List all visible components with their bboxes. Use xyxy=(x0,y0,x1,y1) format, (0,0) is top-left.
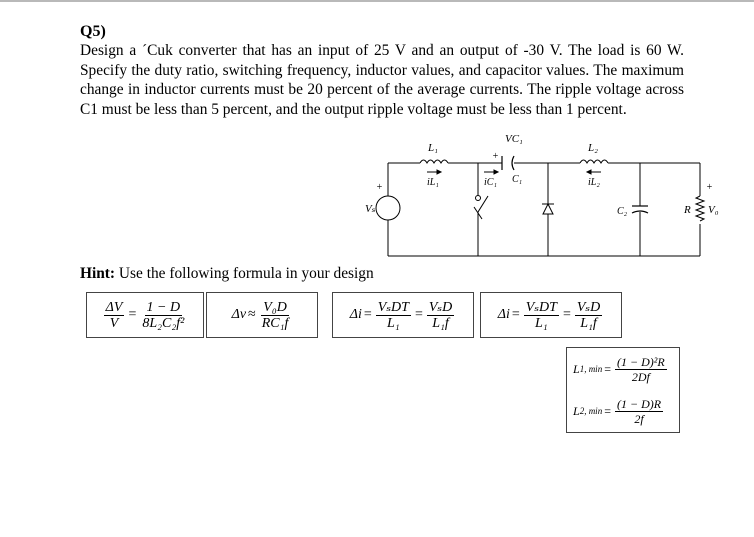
inductor-l1 xyxy=(420,160,448,163)
hint-line xyxy=(80,265,374,283)
switch-symbol xyxy=(474,196,488,220)
formula-l1-ripple-a: Δi = $\frac{\text{VₛDT}}{\text{L₁}}$ = $\frac{\text{VₛD}}{\text{L₁f}}$ xyxy=(332,292,474,338)
capacitor-c1 xyxy=(502,156,514,170)
label-vc1: VC₁ xyxy=(505,133,523,145)
f1-den: 8L₂C₂f² xyxy=(142,315,185,331)
label-plus-vs: + xyxy=(376,182,383,193)
f3-num1: VₛDT xyxy=(377,299,409,315)
formula-c1-ripple xyxy=(206,292,318,338)
label-c1: C₁ xyxy=(512,174,523,185)
label-vs: Vₛ xyxy=(365,203,376,215)
l1min-sub: 1, min xyxy=(579,364,603,374)
formula-l1-ripple-b: Δi = $\frac{\text{VₛDT}}{\text{L₁}}$ = $\frac{\text{VₛD}}{\text{L₁f}}$ xyxy=(480,292,622,338)
f4-lhs: Δi xyxy=(497,307,510,322)
question-number: Q5) xyxy=(80,23,106,40)
resistor-r xyxy=(696,196,704,221)
f1-lhs-den: V xyxy=(109,315,119,331)
source-symbol xyxy=(376,196,400,220)
label-ic1: iC₁ xyxy=(484,177,497,188)
problem-text: Design a ´Cuk converter that has an input of 25 V and an output of -30 V. The load is 60 W. Specify the duty ratio, switching frequency, inductor values, and capacitor values. The maximum change in inductor currents must be 20 percent of the average currents. The ripple voltage across C1 must be less than 5 percent, and the output ripple voltage must be less than 1 percent. xyxy=(80,42,684,118)
label-plus-vo: + xyxy=(706,182,713,193)
f2-op: ≈ xyxy=(248,307,256,322)
label-c2: C₂ xyxy=(617,206,628,217)
l1-min-row: L 1, min = $\frac{\text{(1 − D)²R}}{2Df}$ xyxy=(573,354,665,384)
diode-symbol xyxy=(542,204,554,214)
f4-den1: L₁ xyxy=(535,315,548,331)
inductor-l2 xyxy=(580,160,608,163)
l2min-den: 2f xyxy=(634,411,644,426)
l1min-lhs: L xyxy=(573,361,580,376)
l1min-den: 2Df xyxy=(631,369,650,384)
f2-lhs: Δv xyxy=(231,307,247,322)
f3-lhs: Δi xyxy=(349,307,362,322)
label-r: R xyxy=(684,204,691,216)
f1-num: 1 − D xyxy=(146,299,181,315)
hint-text: Use the following formula in your design xyxy=(118,265,374,282)
l2-min-row: L 2, min = $\frac{(1 - D)R}{2f}$ xyxy=(573,396,662,426)
formula-l-min xyxy=(566,347,680,433)
label-l2: L₂ xyxy=(588,142,598,154)
label-il2: iL₂ xyxy=(588,177,600,188)
l2min-num: (1 − D)R xyxy=(616,396,662,411)
label-il1: iL₁ xyxy=(427,177,439,188)
f4-num1: VₛDT xyxy=(525,299,557,315)
f2-den: RC₁f xyxy=(261,315,289,331)
f3-num2: VₛD xyxy=(428,299,453,315)
f2-num: V₀D xyxy=(263,299,287,315)
l2min-lhs: L xyxy=(573,403,580,418)
label-vo: V₀ xyxy=(708,204,719,216)
label-plus-c1: + xyxy=(492,151,499,162)
formula-output-ripple: $\frac{\Delta V}{V}$ = $\frac{1 - D}{\text{8L₂C₂f²}}$ xyxy=(86,292,204,338)
capacitor-c2 xyxy=(632,206,648,213)
f3-den2: L₁f xyxy=(432,315,449,331)
label-l1: L₁ xyxy=(428,142,438,154)
l1min-num: (1 − D)²R xyxy=(616,354,665,369)
f4-num2: VₛD xyxy=(576,299,601,315)
f4-den2: L₁f xyxy=(580,315,597,331)
hint-label: Hint: xyxy=(80,265,116,282)
f1-lhs-num: ΔV xyxy=(105,299,123,315)
l2min-sub: 2, min xyxy=(579,406,603,416)
f3-den1: L₁ xyxy=(387,315,400,331)
